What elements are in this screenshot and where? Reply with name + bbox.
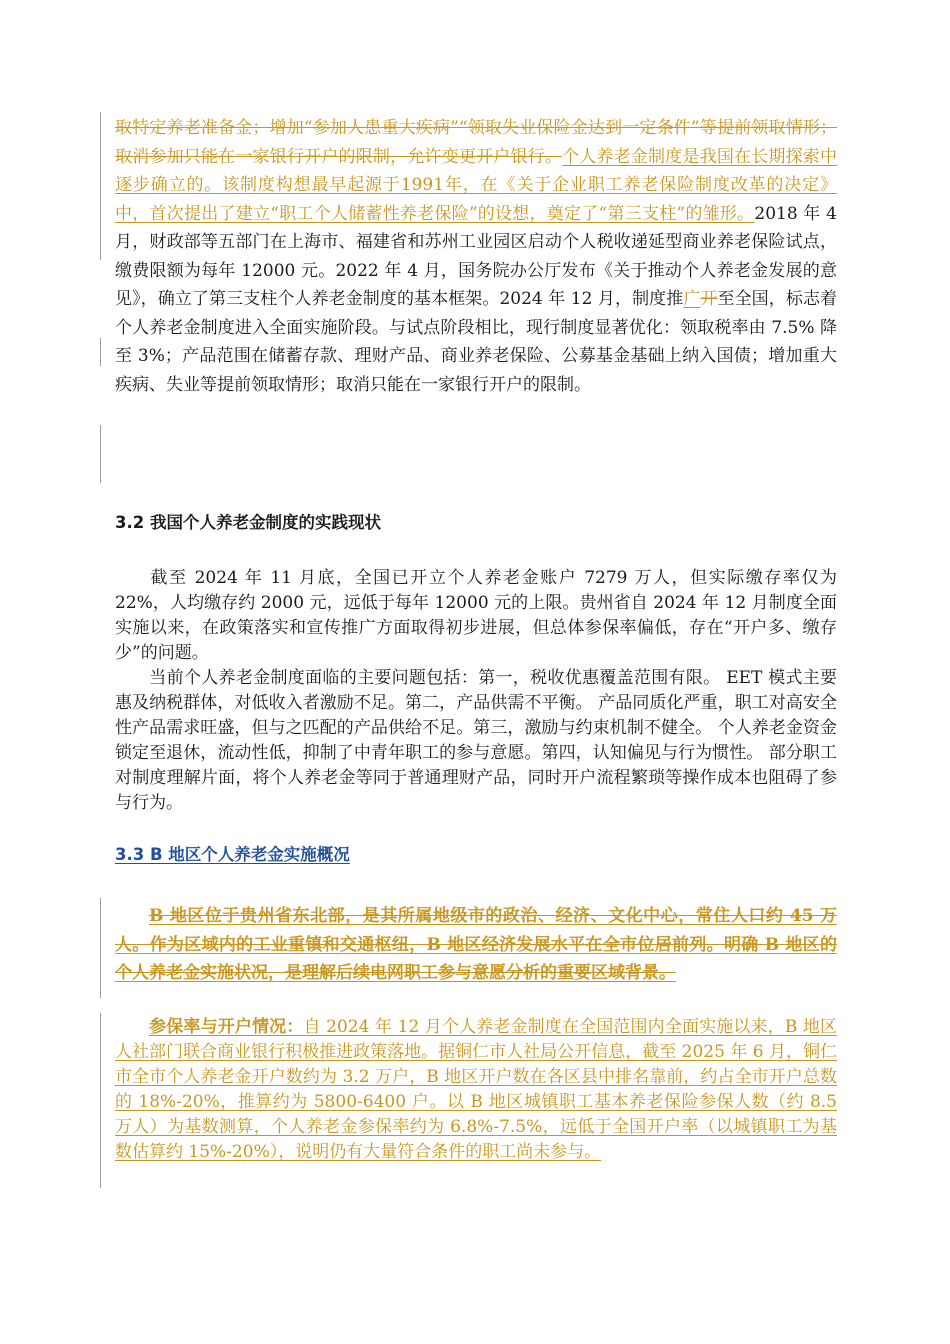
- tracked-insertion: 自 2024 年 12 月个人养老金制度在全国范围内全面实施以来，B 地区人社部门联合商业银行积极推进政策落地。据铜仁市人社局公开信息，截至 2025 年 6 月，铜仁市全市个人养老金开户数约为 3.2 万户，B 地区开户数在各区县中排名靠前，约占全市开户总数的 18%-20%，推算约为 5800-6400 户。以 B 地区城镇职工基本养老保险参保人数（约 8.5 万人）为基数测算，个人养老金参保率约为 6.8%-7.5%，远低于全国开户率（以城镇职工为基数估算约 15%-20%），说明仍有大量符合条件的职工尚未参与。: [115, 1017, 838, 1162]
- change-bar: [100, 112, 101, 260]
- section-heading-3-2: 3.2 我国个人养老金制度的实践现状: [115, 513, 381, 532]
- paragraph-main-problems: [115, 666, 837, 816]
- change-bar: [100, 425, 101, 483]
- paragraph-text: 至全国，标志着个人养老金制度进入全面实施阶段。与试点阶段相比，现行制度显著优化：领取税率由 7.5% 降至 3%；产品范围在储蓄存款、理财产品、商业养老保险、公募基金基础上纳入国债；增加重大疾病、失业等提前领取情形；取消只能在一家银行开户的限制。: [115, 289, 838, 395]
- section-heading-3-3: 3.3 B 地区个人养老金实施概况: [115, 845, 350, 864]
- paragraph-enrollment-rate: [115, 1015, 837, 1165]
- paragraph-practice-status: [115, 566, 837, 666]
- paragraph-region-overview: [115, 902, 837, 988]
- tracked-deletion: 取特定养老准备金；增加“参加人患重大疾病”“领取失业保险金达到一定条件”等提前领取情形；取消参加只能在一家银行开户的限制，允许变更开户银行。: [115, 118, 837, 167]
- tracked-insertion: 广: [683, 289, 701, 309]
- tracked-deletion: 开: [700, 289, 718, 309]
- change-bar: [100, 898, 101, 998]
- change-bar: [100, 1013, 101, 1188]
- tracked-deletion: B 地区位于贵州省东北部，是其所属地级市的政治、经济、文化中心，常住人口约 45 万人。作为区域内的工业重镇和交通枢纽，B 地区经济发展水平在全市位居前列。明确 B 地区的个人养老金实施状况，是理解后续电网职工参与意愿分析的重要区域背景。: [115, 906, 837, 983]
- paragraph-section-3-1: [115, 114, 837, 399]
- inline-label: 参保率与开户情况：: [149, 1017, 304, 1037]
- tracked-insertion: 个人养老金制度是我国在长期探索中逐步确立的。该制度构想最早起源于1991年，在《关于企业职工养老保险制度改革的决定》中，首次提出了建立“职工个人储蓄性养老保险”的设想，奠定了“第三支柱”的雏形。: [115, 146, 838, 224]
- paragraph-text: 2018 年 4 月，财政部等五部门在上海市、福建省和苏州工业园区启动个人税收递延型商业养老保险试点，缴费限额为每年 12000 元。2022 年 4 月，国务院办公厅发布《关于推动个人养老金发展的意见》，确立了第三支柱个人养老金制度的基本框架。2024 年 12 月，制度推: [115, 203, 838, 309]
- change-bar: [100, 338, 101, 366]
- paragraph-text: 当前个人养老金制度面临的主要问题包括：第一，税收优惠覆盖范围有限。 EET 模式主要惠及纳税群体，对低收入者激励不足。第二，产品供需不平衡。 产品同质化严重，职工对高安全性产品需求旺盛，但与之匹配的产品供给不足。第三，激励与约束机制不健全。 个人养老金资金锁定至退休，流动性低，抑制了中青年职工的参与意愿。第四，认知偏见与行为惯性。 部分职工对制度理解片面，将个人养老金等同于普通理财产品，同时开户流程繁琐等操作成本也阻碍了参与行为。: [115, 668, 837, 813]
- paragraph-text: 截至 2024 年 11 月底，全国已开立个人养老金账户 7279 万人，但实际缴存率仅为 22%，人均缴存约 2000 元，远低于每年 12000 元的上限。贵州省自 2024 年 12 月制度全面实施以来，在政策落实和宣传推广方面取得初步进展，但总体参保率偏低，存在“开户多、缴存少”的问题。: [115, 568, 837, 663]
